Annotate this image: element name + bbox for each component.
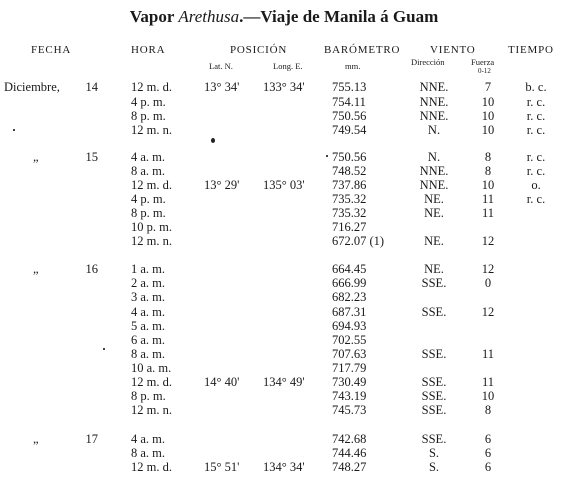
cell-direccion: SSE.: [421, 347, 447, 361]
cell-barometro: 750.56: [332, 109, 367, 123]
cell-fuerza: 11: [481, 347, 495, 361]
cell-direccion: NE.: [424, 262, 444, 276]
cell-tiempo: r. c.: [526, 164, 546, 178]
cell-direccion: NE.: [424, 206, 444, 220]
cell-fuerza: 11: [481, 206, 495, 220]
cell-tiempo: o.: [531, 178, 541, 192]
cell-lat: 13° 34': [204, 80, 240, 94]
cell-direccion: N.: [427, 123, 441, 137]
cell-fuerza: 8: [484, 403, 492, 417]
cell-tiempo: b. c.: [525, 80, 547, 94]
cell-tiempo: r. c.: [526, 123, 546, 137]
cell-fecha: Diciembre,: [4, 80, 60, 94]
cell-long: 135° 03': [263, 178, 305, 192]
cell-barometro: 717.79: [332, 361, 367, 375]
cell-barometro: 744.46: [332, 446, 367, 460]
cell-lat: 14° 40': [204, 375, 240, 389]
header-barometro: BARÓMETRO: [324, 44, 401, 56]
cell-tiempo: r. c.: [526, 95, 546, 109]
cell-direccion: S.: [428, 446, 440, 460]
cell-barometro: 737.86: [332, 178, 367, 192]
cell-barometro: 735.32: [332, 192, 367, 206]
cell-fuerza: 10: [481, 178, 495, 192]
cell-hora: 10 a. m.: [131, 361, 172, 375]
cell-direccion: SSE.: [421, 432, 447, 446]
print-speck: [326, 155, 328, 157]
cell-direccion: NE.: [424, 234, 444, 248]
header-long: Long. E.: [273, 61, 303, 71]
cell-fuerza: 6: [484, 446, 492, 460]
cell-barometro: 672.07 (1): [332, 234, 385, 248]
cell-hora: 12 m. d.: [131, 375, 172, 389]
cell-direccion: NNE.: [419, 109, 449, 123]
cell-hora: 8 a. m.: [131, 347, 166, 361]
cell-hora: 1 a. m.: [131, 262, 166, 276]
cell-hora: 12 m. n.: [131, 123, 172, 137]
cell-hora: 12 m. n.: [131, 234, 172, 248]
cell-fuerza: 10: [481, 95, 495, 109]
cell-fuerza: 7: [484, 80, 492, 94]
cell-hora: 4 a. m.: [131, 305, 166, 319]
header-tiempo: TIEMPO: [508, 44, 554, 56]
cell-direccion: S.: [428, 460, 440, 474]
cell-fuerza: 10: [481, 123, 495, 137]
cell-direccion: SSE.: [421, 305, 447, 319]
header-fuerza: Fuerza: [471, 57, 495, 67]
header-mm: mm.: [345, 61, 361, 71]
table-title: [0, 7, 568, 27]
cell-hora: 8 p. m.: [131, 389, 166, 403]
cell-tiempo: r. c.: [526, 150, 546, 164]
cell-fuerza: 8: [484, 150, 492, 164]
cell-dia: 15: [85, 150, 98, 164]
cell-dia: 14: [85, 80, 98, 94]
cell-hora: 4 a. m.: [131, 432, 166, 446]
cell-tiempo: r. c.: [526, 192, 546, 206]
cell-hora: 12 m. n.: [131, 403, 172, 417]
cell-long: 134° 34': [263, 460, 305, 474]
cell-hora: 8 a. m.: [131, 446, 166, 460]
cell-fuerza: 11: [481, 192, 495, 206]
cell-dia: 16: [85, 262, 98, 276]
cell-hora: 12 m. d.: [131, 80, 172, 94]
cell-barometro: 702.55: [332, 333, 367, 347]
cell-fuerza: 0: [484, 276, 492, 290]
cell-fecha: „: [33, 262, 39, 276]
cell-fuerza: 6: [484, 460, 492, 474]
cell-barometro: 707.63: [332, 347, 367, 361]
cell-fecha: „: [33, 150, 39, 164]
cell-fuerza: 12: [481, 305, 495, 319]
cell-hora: 5 a. m.: [131, 319, 166, 333]
cell-fuerza: 8: [484, 164, 492, 178]
print-speck: [13, 129, 15, 131]
title-prefix: Vapor: [129, 7, 179, 26]
cell-hora: 4 p. m.: [131, 192, 166, 206]
print-speck: [103, 348, 105, 350]
cell-barometro: 694.93: [332, 319, 367, 333]
cell-barometro: 750.56: [332, 150, 367, 164]
cell-barometro: 664.45: [332, 262, 367, 276]
cell-hora: 4 a. m.: [131, 150, 166, 164]
cell-fuerza: 6: [484, 432, 492, 446]
cell-fuerza: 10: [481, 109, 495, 123]
cell-fuerza: 12: [481, 262, 495, 276]
cell-barometro: 730.49: [332, 375, 367, 389]
cell-barometro: 742.68: [332, 432, 367, 446]
cell-barometro: 745.73: [332, 403, 367, 417]
header-fuerza-scale: 0-12: [478, 67, 491, 75]
cell-fuerza: 11: [481, 375, 495, 389]
cell-fecha: „: [33, 432, 39, 446]
cell-hora: 8 a. m.: [131, 164, 166, 178]
cell-long: 133° 34': [263, 80, 305, 94]
cell-barometro: 666.99: [332, 276, 367, 290]
header-hora: HORA: [131, 44, 166, 56]
cell-barometro: 755.13: [332, 80, 367, 94]
cell-direccion: NNE.: [419, 95, 449, 109]
cell-hora: 8 p. m.: [131, 206, 166, 220]
cell-direccion: NNE.: [419, 80, 449, 94]
cell-barometro: 748.52: [332, 164, 367, 178]
cell-direccion: NNE.: [419, 178, 449, 192]
cell-barometro: 743.19: [332, 389, 367, 403]
cell-direccion: SSE.: [421, 389, 447, 403]
cell-dia: 17: [85, 432, 98, 446]
cell-long: 134° 49': [263, 375, 305, 389]
cell-direccion: NE.: [424, 192, 444, 206]
header-posicion: POSICIÓN: [230, 44, 288, 56]
header-viento: VIENTO: [430, 44, 476, 56]
cell-hora: 3 a. m.: [131, 290, 166, 304]
title-suffix: .—Viaje de Manila á Guam: [239, 7, 439, 26]
cell-hora: 6 a. m.: [131, 333, 166, 347]
cell-direccion: NNE.: [419, 164, 449, 178]
cell-hora: 4 p. m.: [131, 95, 166, 109]
cell-barometro: 735.32: [332, 206, 367, 220]
cell-direccion: SSE.: [421, 403, 447, 417]
cell-direccion: SSE.: [421, 276, 447, 290]
header-lat: Lat. N.: [209, 61, 233, 71]
cell-tiempo: r. c.: [526, 109, 546, 123]
cell-hora: 10 p. m.: [131, 220, 172, 234]
cell-barometro: 748.27: [332, 460, 367, 474]
cell-hora: 8 p. m.: [131, 109, 166, 123]
cell-barometro: 754.11: [332, 95, 366, 109]
cell-barometro: 682.23: [332, 290, 367, 304]
cell-fuerza: 10: [481, 389, 495, 403]
cell-hora: 2 a. m.: [131, 276, 166, 290]
header-fecha: FECHA: [31, 44, 72, 56]
cell-lat: 13° 29': [204, 178, 240, 192]
header-direccion: Dirección: [411, 57, 445, 67]
print-speck: [211, 138, 215, 143]
cell-barometro: 716.27: [332, 220, 367, 234]
cell-hora: 12 m. d.: [131, 460, 172, 474]
cell-barometro: 749.54: [332, 123, 367, 137]
ship-name: Arethusa: [178, 7, 240, 26]
cell-lat: 15° 51': [204, 460, 240, 474]
cell-hora: 12 m. d.: [131, 178, 172, 192]
cell-direccion: N.: [427, 150, 441, 164]
cell-fuerza: 12: [481, 234, 495, 248]
cell-barometro: 687.31: [332, 305, 367, 319]
cell-direccion: SSE.: [421, 375, 447, 389]
